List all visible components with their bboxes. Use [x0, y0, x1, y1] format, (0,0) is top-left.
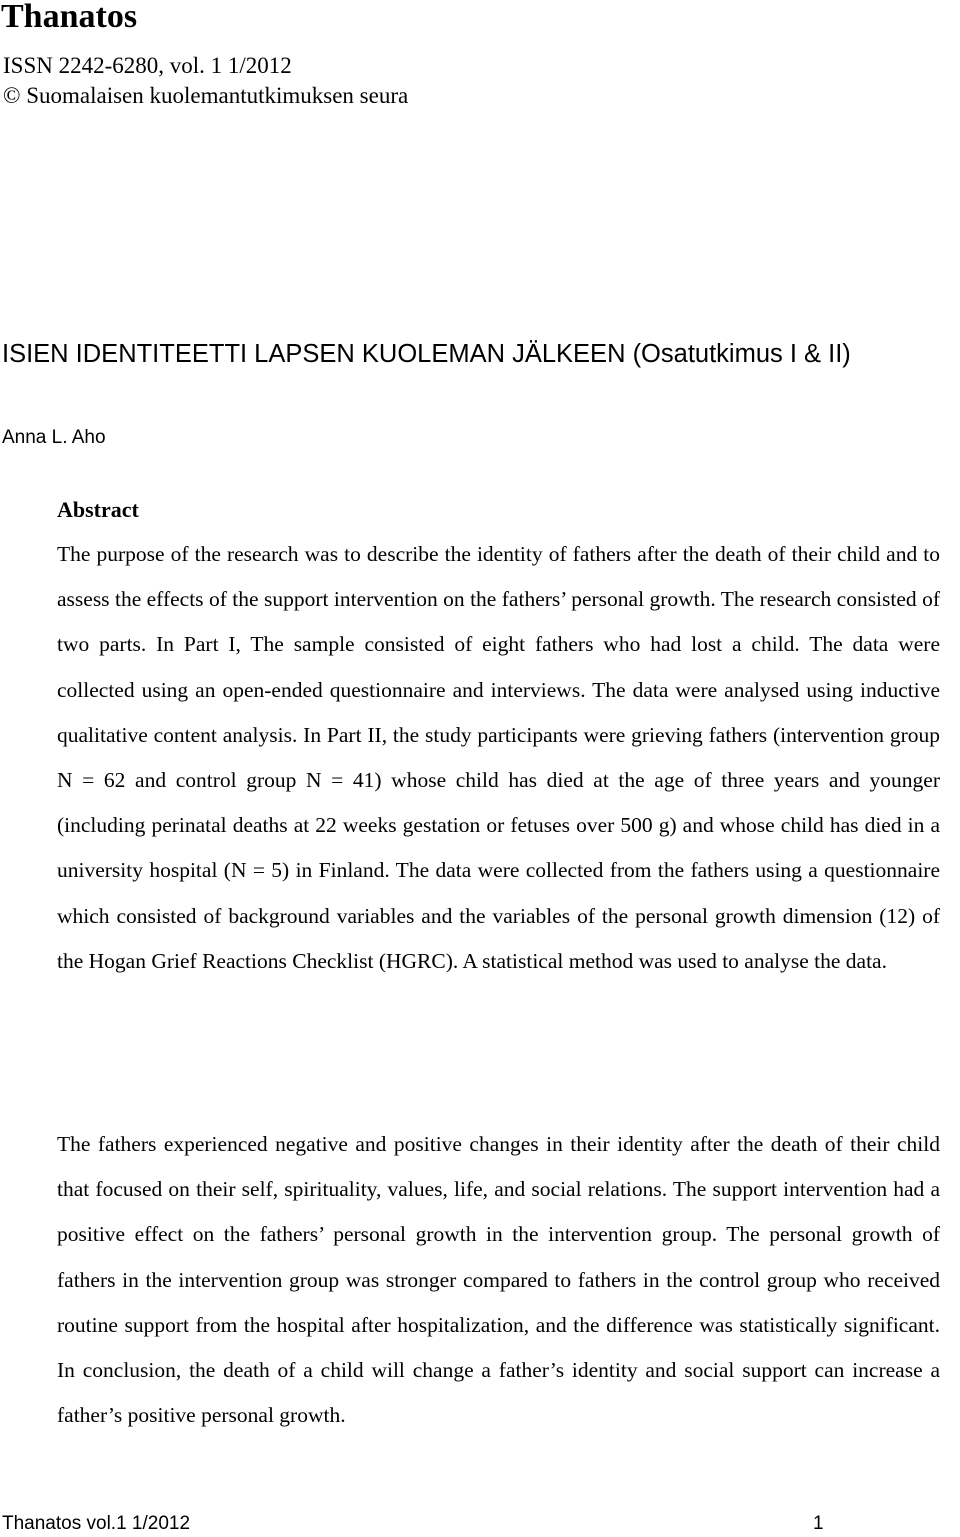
journal-title: Thanatos	[1, 0, 138, 35]
footer-journal-issue: Thanatos vol.1 1/2012	[2, 1513, 191, 1534]
abstract-heading: Abstract	[57, 497, 139, 522]
abstract-paragraph: The fathers experienced negative and positive changes in their identity after the death of their child that focused on their self, spirituality, values, life, and social relations. The support intervention had a positive effect on the fathers’ personal growth in the intervention group. The personal growth of fathers in the intervention group was stronger compared to fathers in the control group who received routine support from the hospital after hospitalization, and the difference was statistically significant. In conclusion, the death of a child will change a father’s identity and social support can increase a father’s positive personal growth.	[57, 1132, 940, 1428]
article-title: ISIEN IDENTITEETTI LAPSEN KUOLEMAN JÄLKEEN (Osatutkimus I & II)	[2, 340, 851, 368]
abstract-paragraph: The purpose of the research was to describe the identity of fathers after the death of their child and to assess the effects of the support intervention on the fathers’ personal growth. The research consisted of two parts. In Part I, The sample consisted of eight fathers who had lost a child. The data were collected using an open-ended questionnaire and interviews. The data were analysed using inductive qualitative content analysis. In Part II, the study participants were grieving fathers (intervention group N = 62 and control group N = 41) whose child has died at the age of three years and younger (including perinatal deaths at 22 weeks gestation or fetuses over 500 g) and whose child has died in a university hospital (N = 5) in Finland. The data were collected from the fathers using a questionnaire which consisted of background variables and the variables of the personal growth dimension (12) of the Hogan Grief Reactions Checklist (HGRC). A statistical method was used to analyse the data.	[57, 542, 940, 973]
author-name: Anna L. Aho	[2, 427, 106, 448]
footer-page-number: 1	[813, 1513, 824, 1534]
issn-line: ISSN 2242-6280, vol. 1 1/2012	[3, 53, 292, 78]
society-line: © Suomalaisen kuolemantutkimuksen seura	[3, 83, 409, 108]
